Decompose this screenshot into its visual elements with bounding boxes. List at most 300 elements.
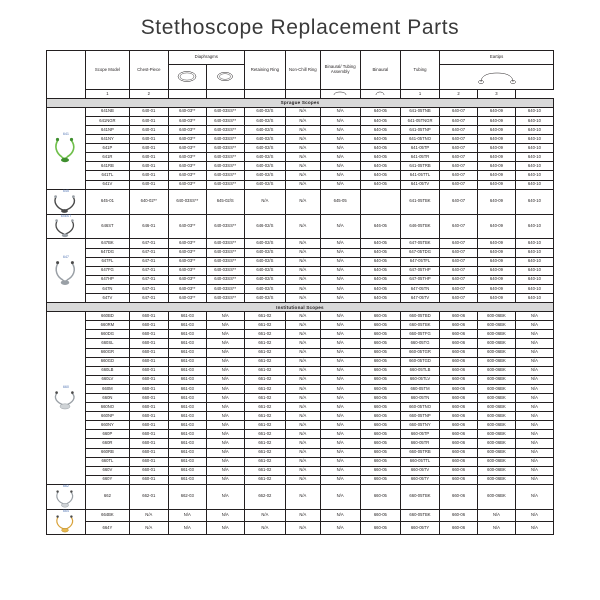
cell-chest-piece: 660-01 (129, 448, 168, 457)
cell-non-chill-ring: N/A (286, 153, 320, 162)
section-header-row (47, 303, 554, 312)
cell-retaining-ring: 640-02/S (244, 275, 285, 284)
cell-tubing: 660-06 (440, 484, 478, 509)
cell-binaural: 660-05TGR (400, 348, 439, 357)
cell-diaphragm-1: 640-03** (168, 266, 206, 275)
cell-eartip-1: 640-09 (477, 162, 515, 171)
cell-non-chill-ring: N/A (286, 466, 320, 475)
table-row (47, 403, 554, 412)
cell-non-chill-ring: N/A (286, 421, 320, 430)
cell-eartip-1: 600-06BK (477, 357, 515, 366)
cell-scope-model: 660Y (86, 475, 130, 484)
cell-diaphragm-1: 661-03 (168, 466, 206, 475)
sprague-green-scope-icon (47, 107, 86, 189)
cell-binaural-tubing-assembly: N/A (320, 266, 360, 275)
table-row (47, 339, 554, 348)
cell-binaural: 647-05TBK (400, 239, 439, 248)
cell-retaining-ring: 661-02 (244, 421, 285, 430)
cell-tubing: 640-07 (440, 266, 478, 275)
cell-eartip-2: N/A (515, 393, 553, 402)
cell-retaining-ring: 661-02 (244, 475, 285, 484)
cell-binaural: 647-05TDG (400, 248, 439, 257)
cell-binaural: 660-05TBK (400, 509, 439, 521)
cell-eartip-1: 600-06BK (477, 475, 515, 484)
cell-scope-model: 660GR (86, 348, 130, 357)
cell-diaphragm-1: 640-03** (168, 180, 206, 189)
cell-eartip-1: 640-09 (477, 248, 515, 257)
cell-diaphragm-2: 640-03SS** (206, 144, 244, 153)
cell-diaphragm-1: 640-03** (168, 162, 206, 171)
cell-binaural: 660-05TFG (400, 330, 439, 339)
cell-binaural-assembly-extra: 660-05 (360, 375, 400, 384)
cell-eartip-1: 600-06BK (477, 330, 515, 339)
cell-diaphragm-2: N/A (206, 412, 244, 421)
cell-binaural-assembly-extra: 660-05 (360, 430, 400, 439)
cell-chest-piece: 660-01 (129, 330, 168, 339)
cell-diaphragm-2: 640-03SS** (206, 116, 244, 125)
cell-diaphragm-1: 640-03** (168, 257, 206, 266)
cell-retaining-ring: 661-02 (244, 457, 285, 466)
cell-binaural-assembly-extra: 660-05 (360, 393, 400, 402)
cell-diaphragm-1: N/A (168, 509, 206, 521)
cell-chest-piece: 640-01 (129, 162, 168, 171)
cell-non-chill-ring: N/A (286, 384, 320, 393)
cell-scope-model: 660RB (86, 448, 130, 457)
diaphragm-1-icon (176, 70, 198, 83)
cell-tubing: 660-06 (440, 403, 478, 412)
cell-eartip-2: N/A (515, 357, 553, 366)
cell-diaphragm-2: N/A (206, 475, 244, 484)
table-row (47, 375, 554, 384)
cell-eartip-2: N/A (515, 421, 553, 430)
cell-scope-model: 660P (86, 430, 130, 439)
cell-binaural-assembly-extra: 660-05 (360, 366, 400, 375)
cell-scope-model: 641R (86, 153, 130, 162)
cell-non-chill-ring: N/A (286, 144, 320, 153)
cell-non-chill-ring: N/A (286, 509, 320, 521)
cell-diaphragm-1: 640-03** (168, 284, 206, 293)
cell-diaphragm-2: N/A (206, 357, 244, 366)
cell-non-chill-ring: N/A (286, 239, 320, 248)
cell-diaphragm-1: 640-03** (168, 214, 206, 239)
sprague-black-scope-2-icon (47, 214, 86, 239)
cell-non-chill-ring: N/A (286, 321, 320, 330)
cell-binaural-assembly-extra: 640-05 (360, 248, 400, 257)
cell-scope-model: 647HP (86, 275, 130, 284)
cell-binaural-tubing-assembly: N/A (320, 421, 360, 430)
cell-eartip-1: 600-06BK (477, 430, 515, 439)
cell-diaphragm-2: 640-03SS** (206, 180, 244, 189)
cell-binaural: 660-05TGD (400, 357, 439, 366)
cell-diaphragm-1: 640-03** (168, 239, 206, 248)
header-ring-blank-2 (206, 90, 244, 99)
cell-chest-piece: 647-01 (129, 294, 168, 303)
cell-diaphragm-2: N/A (206, 439, 244, 448)
scope-image-label: 662 (63, 483, 70, 488)
cell-binaural-tubing-assembly: N/A (320, 162, 360, 171)
cell-diaphragm-1: 640-03SS** (168, 189, 206, 214)
cell-binaural: 660-05TBD (400, 312, 439, 321)
cell-binaural-tubing-assembly: N/A (320, 171, 360, 180)
table-row (47, 448, 554, 457)
table-row (47, 475, 554, 484)
cell-diaphragm-2: N/A (206, 366, 244, 375)
cell-chest-piece: 640-01 (129, 153, 168, 162)
cell-non-chill-ring: N/A (286, 275, 320, 284)
cell-chest-piece: 660-01 (129, 439, 168, 448)
cell-eartip-1: 640-09 (477, 239, 515, 248)
cell-diaphragm-2: 640-03SS** (206, 107, 244, 116)
cell-retaining-ring: 661-02 (244, 466, 285, 475)
scope-image-label: 664 (63, 508, 70, 513)
scope-image-label: 646ST (60, 213, 72, 218)
cell-scope-model: 646ST (86, 214, 130, 239)
cell-diaphragm-2: N/A (206, 312, 244, 321)
cell-chest-piece: 647-01 (129, 266, 168, 275)
cell-eartip-1: 600-06BK (477, 457, 515, 466)
cell-binaural-assembly-extra: 640-05 (360, 162, 400, 171)
cell-binaural-assembly-extra: 646-05 (360, 214, 400, 239)
cell-binaural-tubing-assembly: N/A (320, 135, 360, 144)
cell-scope-model: 641NY (86, 135, 130, 144)
table-row (47, 484, 554, 509)
cell-tubing: 660-06 (440, 439, 478, 448)
cell-binaural: 660-05TY (400, 475, 439, 484)
table-row (47, 522, 554, 534)
section-header-row (47, 98, 554, 107)
cell-diaphragm-2: 640-03SS** (206, 294, 244, 303)
cell-binaural: 641-05TNO (400, 135, 439, 144)
cell-binaural: 641-05TP (400, 144, 439, 153)
table-row (47, 116, 554, 125)
cell-diaphragm-1: 640-03** (168, 294, 206, 303)
cell-eartip-2: 640-10 (515, 126, 553, 135)
cell-binaural-tubing-assembly: N/A (320, 294, 360, 303)
cell-retaining-ring: 640-02/S (244, 153, 285, 162)
cell-eartip-2: 640-10 (515, 144, 553, 153)
cell-eartip-2: N/A (515, 366, 553, 375)
cell-binaural-assembly-extra: 660-05 (360, 321, 400, 330)
cell-eartip-2: 640-10 (515, 162, 553, 171)
cell-chest-piece: 660-01 (129, 384, 168, 393)
cell-scope-model: 660GD (86, 357, 130, 366)
cell-retaining-ring: 640-02/S (244, 144, 285, 153)
cell-binaural-assembly-extra: 660-05 (360, 348, 400, 357)
cell-retaining-ring: 661-02 (244, 448, 285, 457)
cell-scope-model: 660R (86, 439, 130, 448)
cell-binaural-tubing-assembly: N/A (320, 393, 360, 402)
cell-binaural-assembly-extra: 660-05 (360, 475, 400, 484)
table-row (47, 312, 554, 321)
cell-diaphragm-2: N/A (206, 509, 244, 521)
cell-eartip-2: 640-10 (515, 107, 553, 116)
cell-binaural: 660-05TG (400, 339, 439, 348)
cell-non-chill-ring: N/A (286, 162, 320, 171)
cell-non-chill-ring: N/A (286, 448, 320, 457)
table-row (47, 266, 554, 275)
table-row (47, 135, 554, 144)
cell-binaural-tubing-assembly: N/A (320, 116, 360, 125)
cell-retaining-ring: 661-02 (244, 412, 285, 421)
cell-binaural: 660-05TNO (400, 403, 439, 412)
cell-chest-piece: 660-01 (129, 339, 168, 348)
cell-binaural-assembly-extra: 660-05 (360, 357, 400, 366)
sprague-647-scope-icon (47, 239, 86, 303)
cell-retaining-ring: 662-02 (244, 484, 285, 509)
cell-eartip-2: N/A (515, 348, 553, 357)
cell-eartip-1: 640-09 (477, 180, 515, 189)
scope-image-label: 647 (63, 254, 70, 259)
cell-diaphragm-1: 640-03** (168, 107, 206, 116)
cell-non-chill-ring: N/A (286, 312, 320, 321)
cell-non-chill-ring: N/A (286, 135, 320, 144)
table-row (47, 239, 554, 248)
table-row (47, 248, 554, 257)
cell-binaural-tubing-assembly: N/A (320, 144, 360, 153)
cell-chest-piece: 660-01 (129, 375, 168, 384)
cell-diaphragm-2: N/A (206, 339, 244, 348)
cell-tubing: 660-06 (440, 357, 478, 366)
cell-eartip-1: 600-06BK (477, 366, 515, 375)
header-eartips-icon (440, 65, 554, 90)
cell-diaphragm-2: 640-03SS** (206, 266, 244, 275)
cell-diaphragm-2: N/A (206, 457, 244, 466)
cell-retaining-ring: N/A (244, 189, 285, 214)
cell-tubing: 640-07 (440, 257, 478, 266)
cell-non-chill-ring: N/A (286, 393, 320, 402)
cell-binaural: 641-05TR (400, 153, 439, 162)
cell-binaural: 660-05TNP (400, 412, 439, 421)
cell-binaural: 660-05TN (400, 393, 439, 402)
cell-diaphragm-2: N/A (206, 403, 244, 412)
cell-tubing: 660-06 (440, 509, 478, 521)
cell-binaural-tubing-assembly: N/A (320, 430, 360, 439)
cell-retaining-ring: 640-02/S (244, 180, 285, 189)
cell-binaural-assembly-extra: 640-05 (360, 126, 400, 135)
cell-eartip-2: N/A (515, 330, 553, 339)
cell-tubing: 660-06 (440, 366, 478, 375)
cell-binaural-assembly-extra: 660-05 (360, 339, 400, 348)
cell-eartip-2: N/A (515, 457, 553, 466)
cell-non-chill-ring: N/A (286, 330, 320, 339)
cell-retaining-ring: N/A (244, 522, 285, 534)
cell-scope-model: 660TL (86, 457, 130, 466)
cell-eartip-1: 600-06BK (477, 403, 515, 412)
table-row (47, 509, 554, 521)
cell-eartip-2: N/A (515, 509, 553, 521)
cell-retaining-ring: 640-02/S (244, 284, 285, 293)
cell-chest-piece: 640-01 (129, 171, 168, 180)
cell-eartip-2: N/A (515, 448, 553, 457)
cell-eartip-2: 640-10 (515, 171, 553, 180)
cell-retaining-ring: 640-02/S (244, 126, 285, 135)
table-row (47, 348, 554, 357)
cell-tubing: 660-06 (440, 330, 478, 339)
cell-binaural: 660-05TM (400, 384, 439, 393)
cell-binaural-assembly-extra: 640-05 (360, 107, 400, 116)
cell-tubing: 640-07 (440, 189, 478, 214)
cell-tubing: 640-07 (440, 135, 478, 144)
cell-eartip-1: 640-09 (477, 284, 515, 293)
cell-tubing: 640-07 (440, 275, 478, 284)
cell-eartip-2: N/A (515, 484, 553, 509)
eartips-icon (475, 70, 519, 84)
cell-eartip-1: 640-09 (477, 275, 515, 284)
table-row (47, 275, 554, 284)
table-row (47, 357, 554, 366)
cell-binaural-tubing-assembly: N/A (320, 180, 360, 189)
cell-tubing: 660-06 (440, 393, 478, 402)
cell-binaural-assembly-extra: 640-05 (360, 153, 400, 162)
cell-diaphragm-2: N/A (206, 448, 244, 457)
cell-tubing: 640-07 (440, 153, 478, 162)
table-body (47, 98, 554, 534)
cell-binaural: 660-05TV (400, 466, 439, 475)
cell-retaining-ring: 661-02 (244, 403, 285, 412)
cell-tubing: 660-06 (440, 412, 478, 421)
cell-eartip-2: 640-10 (515, 214, 553, 239)
institutional-scope-664-icon (47, 509, 86, 534)
header-tubing-icon-cell (360, 90, 400, 99)
cell-retaining-ring: 661-02 (244, 375, 285, 384)
cell-eartip-2: 640-10 (515, 275, 553, 284)
header-non-chill-ring: Non-Chill Ring (286, 51, 320, 90)
cell-retaining-ring: 661-02 (244, 393, 285, 402)
cell-scope-model: 647V (86, 294, 130, 303)
cell-eartip-1: 640-09 (477, 189, 515, 214)
cell-retaining-ring: 640-02/S (244, 239, 285, 248)
header-diaphragm-1-icon (168, 65, 206, 90)
cell-binaural-assembly-extra: 640-05 (360, 294, 400, 303)
cell-binaural-tubing-assembly: N/A (320, 348, 360, 357)
cell-binaural: 660-05TY (400, 522, 439, 534)
cell-tubing: 660-06 (440, 321, 478, 330)
cell-eartip-2: 640-10 (515, 135, 553, 144)
cell-non-chill-ring: N/A (286, 189, 320, 214)
cell-scope-model: 641NB (86, 107, 130, 116)
cell-binaural: 660-05TBK (400, 484, 439, 509)
cell-binaural-assembly-extra: 660-05 (360, 421, 400, 430)
cell-binaural-tubing-assembly: N/A (320, 312, 360, 321)
cell-eartip-2: 640-10 (515, 189, 553, 214)
cell-chest-piece: N/A (129, 522, 168, 534)
cell-binaural-tubing-assembly: N/A (320, 439, 360, 448)
cell-binaural-tubing-assembly: N/A (320, 321, 360, 330)
cell-diaphragm-1: 661-03 (168, 457, 206, 466)
cell-chest-piece: 660-01 (129, 412, 168, 421)
header-chest-piece: Chest-Piece (129, 51, 168, 90)
cell-diaphragm-2: 640-03SS** (206, 135, 244, 144)
cell-chest-piece: 640-01 (129, 107, 168, 116)
cell-non-chill-ring: N/A (286, 180, 320, 189)
cell-diaphragm-1: 640-03** (168, 153, 206, 162)
cell-chest-piece: 647-01 (129, 239, 168, 248)
table-row (47, 180, 554, 189)
cell-scope-model: 660NP (86, 412, 130, 421)
table-row (47, 384, 554, 393)
cell-binaural: 641-05TNGR (400, 116, 439, 125)
cell-binaural-tubing-assembly: N/A (320, 466, 360, 475)
cell-binaural-assembly-extra: 640-05 (360, 116, 400, 125)
cell-diaphragm-2: N/A (206, 522, 244, 534)
cell-non-chill-ring: N/A (286, 116, 320, 125)
cell-retaining-ring: 661-02 (244, 384, 285, 393)
cell-scope-model: 647N (86, 284, 130, 293)
cell-diaphragm-1: 661-03 (168, 339, 206, 348)
cell-retaining-ring: 661-02 (244, 321, 285, 330)
cell-non-chill-ring: N/A (286, 430, 320, 439)
diaphragm-2-icon (214, 70, 236, 83)
cell-diaphragm-1: 661-03 (168, 375, 206, 384)
cell-binaural-tubing-assembly: N/A (320, 475, 360, 484)
cell-non-chill-ring: N/A (286, 248, 320, 257)
cell-binaural: 641-05TNB (400, 107, 439, 116)
header-eartip-num-3: 3 (477, 90, 515, 99)
cell-chest-piece: 640-01 (129, 180, 168, 189)
cell-chest-piece: 660-01 (129, 348, 168, 357)
cell-chest-piece: 660-01 (129, 475, 168, 484)
cell-binaural-tubing-assembly: N/A (320, 153, 360, 162)
table-row (47, 412, 554, 421)
cell-retaining-ring: 661-02 (244, 366, 285, 375)
cell-binaural: 660-05TR (400, 439, 439, 448)
cell-non-chill-ring: N/A (286, 348, 320, 357)
table-row (47, 393, 554, 402)
cell-chest-piece: 640-01 (129, 126, 168, 135)
scope-image-label: 660 (63, 385, 70, 390)
cell-diaphragm-1: 640-03** (168, 171, 206, 180)
cell-diaphragm-1: 661-03 (168, 475, 206, 484)
cell-retaining-ring: 661-02 (244, 439, 285, 448)
cell-diaphragm-1: 661-03 (168, 348, 206, 357)
cell-retaining-ring: 646-02/S (244, 214, 285, 239)
cell-diaphragm-1: 640-03** (168, 135, 206, 144)
cell-retaining-ring: 640-02/S (244, 294, 285, 303)
cell-retaining-ring: 661-02 (244, 330, 285, 339)
cell-non-chill-ring: N/A (286, 475, 320, 484)
cell-binaural-tubing-assembly: N/A (320, 403, 360, 412)
cell-chest-piece: 640-02** (129, 189, 168, 214)
cell-tubing: 660-06 (440, 384, 478, 393)
cell-binaural-tubing-assembly: N/A (320, 257, 360, 266)
cell-tubing: 640-07 (440, 162, 478, 171)
cell-binaural-tubing-assembly: N/A (320, 457, 360, 466)
cell-tubing: 660-06 (440, 475, 478, 484)
header-ring-blank-3 (244, 90, 285, 99)
cell-scope-model: 664BK (86, 509, 130, 521)
cell-chest-piece: 640-01 (129, 135, 168, 144)
cell-tubing: 640-07 (440, 284, 478, 293)
cell-binaural-assembly-extra: 660-05 (360, 403, 400, 412)
header-tubing: Tubing (400, 51, 439, 90)
cell-chest-piece: 647-01 (129, 257, 168, 266)
cell-diaphragm-2: N/A (206, 430, 244, 439)
cell-binaural-tubing-assembly: N/A (320, 126, 360, 135)
table-row (47, 294, 554, 303)
cell-non-chill-ring: N/A (286, 412, 320, 421)
cell-eartip-2: 640-10 (515, 266, 553, 275)
table-row (47, 171, 554, 180)
cell-eartip-2: N/A (515, 522, 553, 534)
cell-non-chill-ring: N/A (286, 284, 320, 293)
cell-eartip-1: 600-06BK (477, 348, 515, 357)
cell-eartip-1: 600-06BK (477, 421, 515, 430)
cell-non-chill-ring: N/A (286, 126, 320, 135)
cell-binaural-tubing-assembly: N/A (320, 448, 360, 457)
cell-diaphragm-1: 661-03 (168, 393, 206, 402)
cell-binaural-tubing-assembly: N/A (320, 214, 360, 239)
cell-retaining-ring: 640-02/S (244, 248, 285, 257)
